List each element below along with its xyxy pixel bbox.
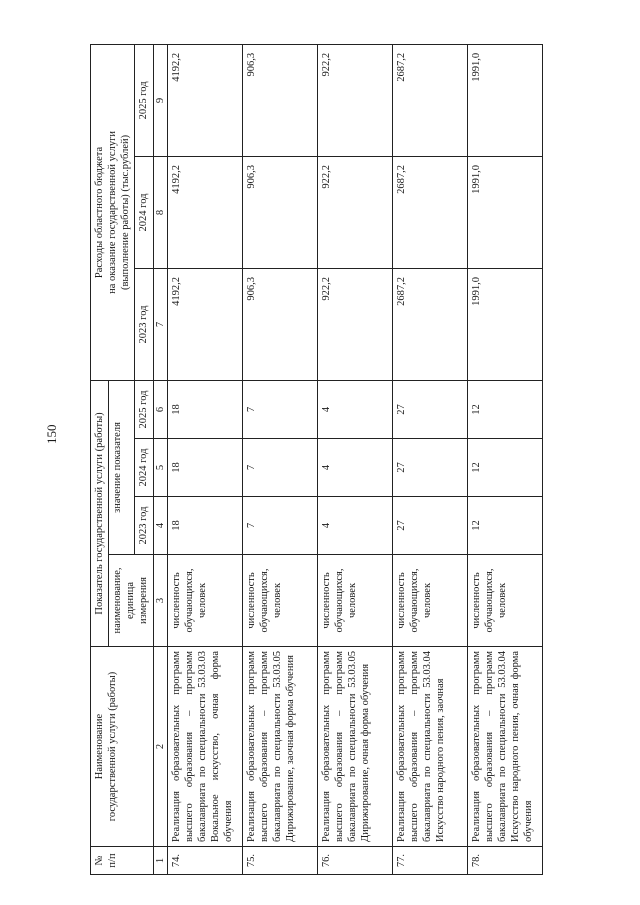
header-year-2024: 2024 год bbox=[135, 439, 153, 497]
expense-2023: 4192,2 bbox=[167, 268, 242, 380]
header-budget-year-2025: 2025 год bbox=[135, 44, 153, 156]
service-name: Реализация образовательных программ высшего образования – программ бакалавриата по специальности 53.03.04 Искусство народного пения, заочная bbox=[392, 647, 467, 847]
page-number: 150 bbox=[44, 424, 59, 444]
column-number: 4 bbox=[153, 497, 167, 555]
table-row bbox=[167, 44, 242, 874]
header-indicator-group: Показатель государственной услуги (работы) bbox=[91, 380, 109, 646]
row-number: 76. bbox=[317, 847, 392, 875]
value-2024: 7 bbox=[242, 439, 317, 497]
column-number: 9 bbox=[153, 44, 167, 156]
value-2023: 27 bbox=[392, 497, 467, 555]
value-2025: 18 bbox=[167, 380, 242, 438]
column-number: 2 bbox=[153, 647, 167, 847]
header-year-2023: 2023 год bbox=[135, 497, 153, 555]
expense-2025: 1991,0 bbox=[467, 44, 542, 156]
table-row bbox=[317, 44, 392, 874]
service-name: Реализация образовательных программ высшего образования – программ бакалавриата по специальности 53.03.03 Вокальное искусство, очная форма обучения bbox=[167, 647, 242, 847]
header-unit: наименование, единица измерения bbox=[109, 555, 153, 647]
value-2024: 27 bbox=[392, 439, 467, 497]
column-number: 1 bbox=[153, 847, 167, 875]
row-number: 74. bbox=[167, 847, 242, 875]
value-2025: 7 bbox=[242, 380, 317, 438]
expense-2025: 2687,2 bbox=[392, 44, 467, 156]
value-2023: 18 bbox=[167, 497, 242, 555]
value-2023: 12 bbox=[467, 497, 542, 555]
value-2023: 4 bbox=[317, 497, 392, 555]
expense-2023: 2687,2 bbox=[392, 268, 467, 380]
service-name: Реализация образовательных программ высшего образования – программ бакалавриата по специальности 53.03.05 Дирижирование, заочная форма обучения bbox=[242, 647, 317, 847]
expense-2023: 906,3 bbox=[242, 268, 317, 380]
expense-2023: 1991,0 bbox=[467, 268, 542, 380]
row-number: 77. bbox=[392, 847, 467, 875]
service-budget-table bbox=[90, 44, 543, 875]
value-2024: 4 bbox=[317, 439, 392, 497]
unit-of-measure: численность обучающихся, человек bbox=[317, 555, 392, 647]
unit-of-measure: численность обучающихся, человек bbox=[392, 555, 467, 647]
value-2023: 7 bbox=[242, 497, 317, 555]
table-row bbox=[467, 44, 542, 874]
header-budget-year-2024: 2024 год bbox=[135, 156, 153, 268]
expense-2024: 4192,2 bbox=[167, 156, 242, 268]
value-2025: 12 bbox=[467, 380, 542, 438]
column-number: 3 bbox=[153, 555, 167, 647]
table-row bbox=[392, 44, 467, 874]
table-row bbox=[242, 44, 317, 874]
column-number: 5 bbox=[153, 439, 167, 497]
expense-2023: 922,2 bbox=[317, 268, 392, 380]
unit-of-measure: численность обучающихся, человек bbox=[467, 555, 542, 647]
header-num: № п/п bbox=[91, 847, 154, 875]
unit-of-measure: численность обучающихся, человек bbox=[167, 555, 242, 647]
row-number: 78. bbox=[467, 847, 542, 875]
value-2025: 27 bbox=[392, 380, 467, 438]
budget-table-sheet bbox=[90, 45, 560, 875]
header-year-2025: 2025 год bbox=[135, 380, 153, 438]
header-budget-group: Расходы областного бюджета на оказание государственной услуги (выполнение работы) (тыс.рублей) bbox=[91, 44, 135, 380]
column-number: 7 bbox=[153, 268, 167, 380]
expense-2024: 906,3 bbox=[242, 156, 317, 268]
value-2024: 12 bbox=[467, 439, 542, 497]
service-name: Реализация образовательных программ высшего образования – программ бакалавриата по специальности 53.03.05 Дирижирование, очная форма обучения bbox=[317, 647, 392, 847]
row-number: 75. bbox=[242, 847, 317, 875]
header-budget-year-2023: 2023 год bbox=[135, 268, 153, 380]
service-name: Реализация образовательных программ высшего образования – программ бакалавриата по специальности 53.03.04 Искусство народного пения, очная форма обучения bbox=[467, 647, 542, 847]
header-value-group: значение показателя bbox=[109, 380, 135, 554]
expense-2024: 922,2 bbox=[317, 156, 392, 268]
expense-2024: 2687,2 bbox=[392, 156, 467, 268]
header-service: Наименование государственной услуги (работы) bbox=[91, 647, 154, 847]
expense-2025: 906,3 bbox=[242, 44, 317, 156]
unit-of-measure: численность обучающихся, человек bbox=[242, 555, 317, 647]
expense-2025: 4192,2 bbox=[167, 44, 242, 156]
value-2025: 4 bbox=[317, 380, 392, 438]
expense-2025: 922,2 bbox=[317, 44, 392, 156]
expense-2024: 1991,0 bbox=[467, 156, 542, 268]
column-number-row bbox=[153, 44, 167, 874]
column-number: 8 bbox=[153, 156, 167, 268]
column-number: 6 bbox=[153, 380, 167, 438]
value-2024: 18 bbox=[167, 439, 242, 497]
